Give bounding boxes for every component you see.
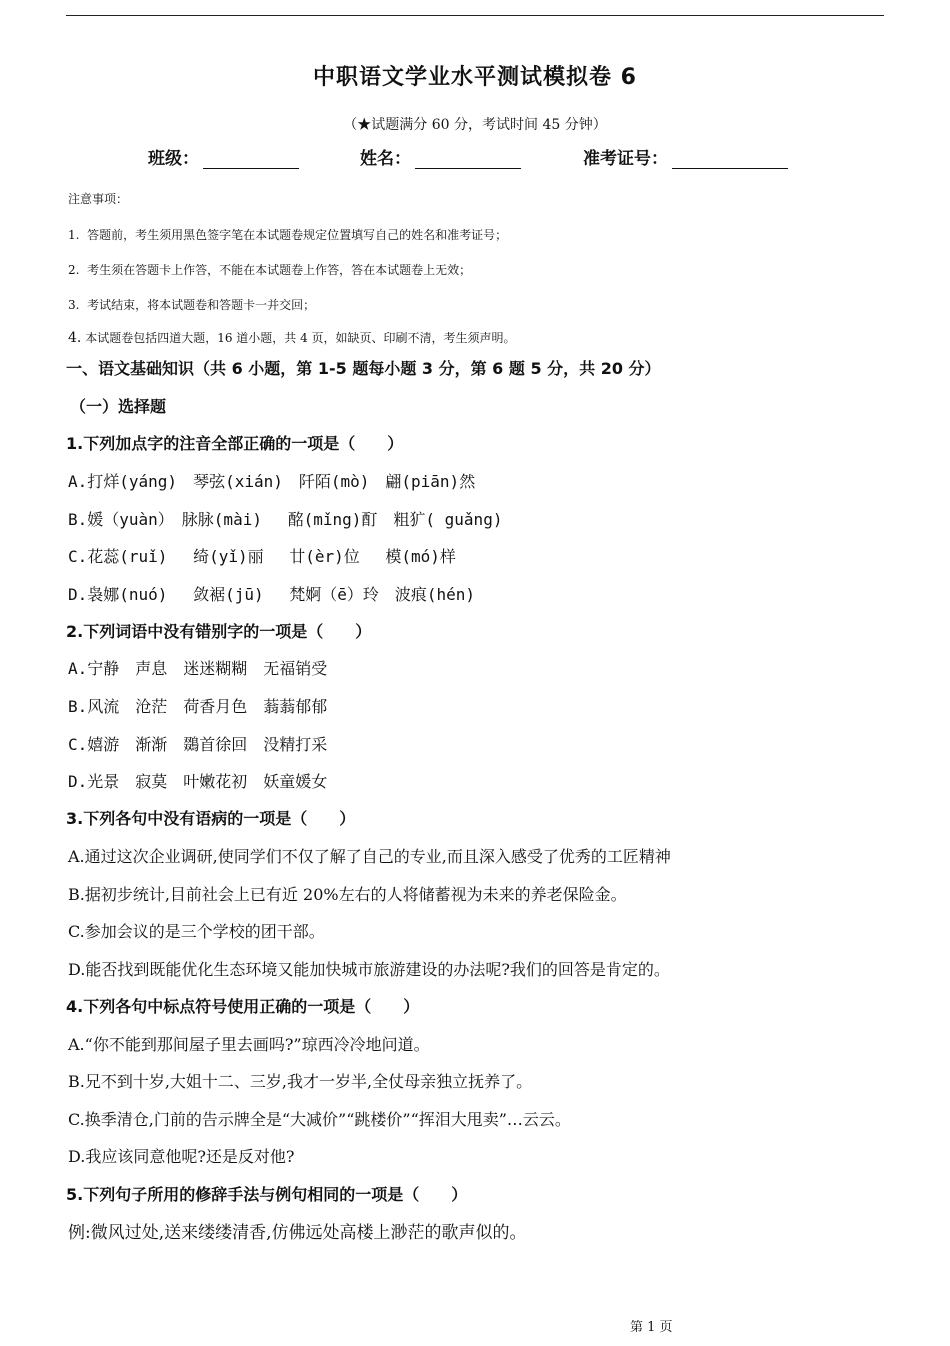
class-label: 班级： [148, 149, 199, 169]
option-c[interactable]: C.嬉游 渐渐 鵽首徐回 没精打采 [68, 735, 328, 754]
notice-text: 考试结束，将本试题卷和答题卡一并交回； [87, 298, 316, 312]
candidate-fields [0, 144, 950, 174]
question-title: 3.下列各句中没有语病的一项是（ ） [66, 809, 356, 828]
notice-item [68, 296, 315, 313]
option-b[interactable]: B.媛（yuàn） 脉脉(mài) 酩(mǐng)酊 粗犷( guǎng) [68, 510, 503, 529]
option-a[interactable]: A.“你不能到那间屋子里去画吗?”琼西冷冷地问道。 [68, 1035, 430, 1054]
notice-text: 考生须在答题卡上作答，不能在本试题卷上作答，答在本试题卷上无效； [87, 263, 472, 277]
exam-id-blank[interactable] [672, 148, 788, 169]
question-title: 4.下列各句中标点符号使用正确的一项是（ ） [66, 997, 420, 1016]
notice-text: 本试题卷包括四道大题，16 道小题，共 4 页，如缺页、印刷不清，考生须声明。 [85, 331, 516, 345]
notice-number: 3. [68, 298, 80, 312]
option-b[interactable]: B.据初步统计,目前社会上已有近 20%左右的人将储蓄视为未来的养老保险金。 [68, 885, 627, 904]
class-field[interactable] [148, 144, 299, 169]
option-c[interactable]: C.换季清仓,门前的告示牌全是“大减价”“跳楼价”“挥泪大甩卖”…云云。 [68, 1110, 571, 1129]
option-d[interactable]: D.袅娜(nuó) 敛裾(jū) 梵婀（ē）玲 波痕(hén) [68, 585, 476, 604]
notice-number: 4. [68, 330, 82, 346]
option-d[interactable]: D.我应该同意他呢?还是反对他? [68, 1147, 295, 1166]
option-a[interactable]: A.打烊(yáng) 琴弦(xián) 阡陌(mò) 翩(piān)然 [68, 472, 476, 491]
option-c[interactable]: C.花蕊(ruǐ) 绮(yǐ)丽 廿(èr)位 模(mó)样 [68, 547, 456, 566]
exam-info: （★试题满分 60 分，考试时间 45 分钟） [343, 117, 607, 133]
name-label: 姓名： [360, 149, 411, 169]
notice-heading: 注意事项： [68, 192, 129, 206]
notice-text: 答题前，考生须用黑色签字笔在本试题卷规定位置填写自己的姓名和准考证号； [87, 228, 508, 242]
notice-item [68, 261, 471, 278]
question-title: 5.下列句子所用的修辞手法与例句相同的一项是（ ） [66, 1185, 468, 1204]
option-c[interactable]: C.参加会议的是三个学校的团干部。 [68, 922, 325, 941]
option-b[interactable]: B.兄不到十岁,大姐十二、三岁,我才一岁半,全仗母亲独立抚养了。 [68, 1072, 533, 1091]
option-a[interactable]: A.宁静 声息 迷迷糊糊 无福销受 [68, 659, 328, 678]
exam-id-field[interactable] [583, 144, 788, 169]
section-title: 一、语文基础知识（共 6 小题，第 1-5 题每小题 3 分，第 6 题 5 分，共 20 分） [66, 359, 661, 378]
exam-id-label: 准考证号： [583, 149, 668, 169]
subsection-title: （一）选择题 [70, 397, 167, 416]
option-d[interactable]: D.光景 寂莫 叶嫩花初 妖童媛女 [68, 772, 328, 791]
page-number: 第 1 页 [630, 1320, 673, 1335]
question-title: 1.下列加点字的注音全部正确的一项是（ ） [66, 434, 404, 453]
top-rule [66, 15, 884, 16]
option-d[interactable]: D.能否找到既能优化生态环境又能加快城市旅游建设的办法呢?我们的回答是肯定的。 [68, 960, 670, 979]
name-field[interactable] [360, 144, 521, 169]
class-blank[interactable] [203, 148, 299, 169]
page-title: 中职语文学业水平测试模拟卷 6 [313, 65, 637, 90]
notice-number: 2. [68, 263, 80, 277]
name-blank[interactable] [415, 148, 521, 169]
option-b[interactable]: B.风流 沧茫 荷香月色 蓊蓊郁郁 [68, 697, 328, 716]
notice-number: 1. [68, 228, 80, 242]
question-title: 2.下列词语中没有错别字的一项是（ ） [66, 622, 372, 641]
option-a[interactable]: A.通过这次企业调研,使同学们不仅了解了自己的专业,而且深入感受了优秀的工匠精神 [68, 847, 671, 866]
notice-item [68, 226, 507, 243]
example-sentence: 例:微风过处,送来缕缕清香,仿佛远处高楼上渺茫的歌声似的。 [68, 1223, 527, 1243]
notice-item [68, 329, 516, 346]
